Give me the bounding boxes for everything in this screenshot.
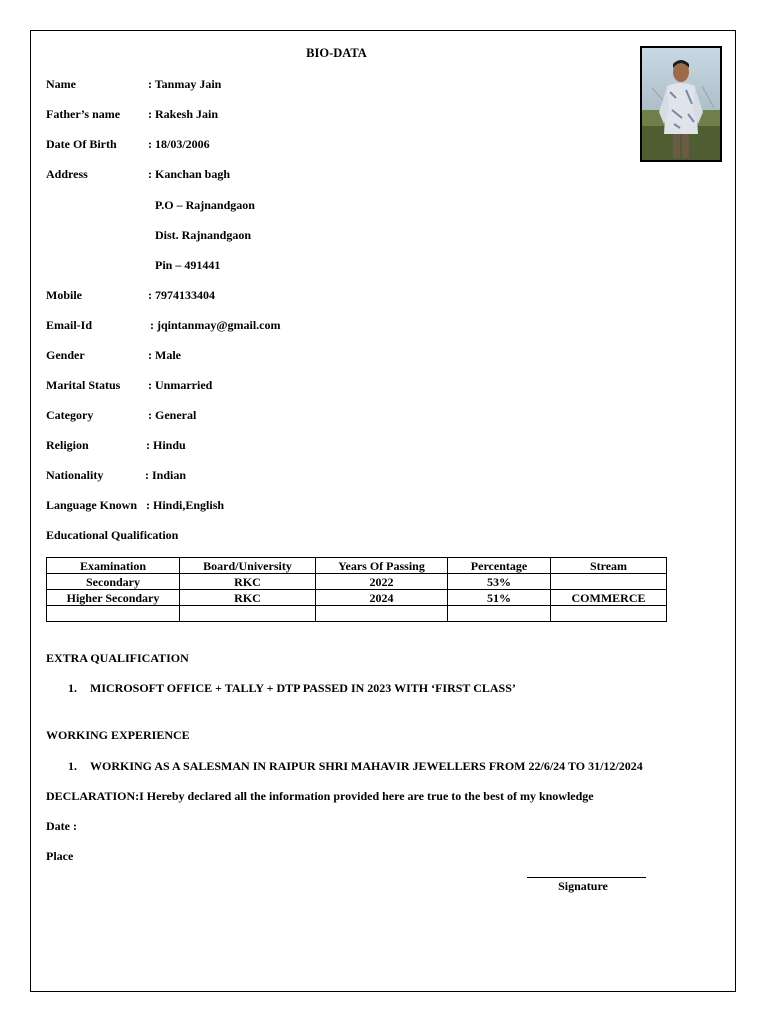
field-value: : Kanchan bagh: [148, 167, 231, 181]
field-value: : 7974133404: [148, 288, 215, 302]
table-row: [47, 606, 667, 622]
field-label: Marital Status: [46, 378, 121, 392]
column-header: Percentage: [448, 558, 551, 574]
table-cell: Secondary: [47, 574, 180, 590]
signature-label: Signature: [558, 879, 608, 893]
column-header: Board/University: [180, 558, 316, 574]
table-cell: 2022: [316, 574, 448, 590]
profile-photo: [640, 46, 722, 162]
date-label: Date :: [46, 819, 77, 833]
column-header: Years Of Passing: [316, 558, 448, 574]
list-item: MICROSOFT OFFICE + TALLY + DTP PASSED IN 2023 WITH ‘FIRST CLASS’: [90, 681, 516, 695]
table-cell: 51%: [448, 590, 551, 606]
field-value: : Hindi,English: [146, 498, 225, 512]
field-value: : Hindu: [146, 438, 186, 452]
field-value: : 18/03/2006: [148, 137, 210, 151]
table-cell: [316, 606, 448, 622]
list-item: WORKING AS A SALESMAN IN RAIPUR SHRI MAHAVIR JEWELLERS FROM 22/6/24 TO 31/12/2024: [90, 759, 643, 773]
field-value: : Male: [148, 348, 181, 362]
field-label: Email-Id: [46, 318, 93, 332]
table-cell: [551, 606, 667, 622]
table-cell: [47, 606, 180, 622]
table-cell: 2024: [316, 590, 448, 606]
list-item-number: 1.: [68, 681, 77, 695]
education-table: [46, 557, 667, 622]
signature-line: [527, 877, 646, 878]
table-cell: [448, 606, 551, 622]
field-label: Category: [46, 408, 94, 422]
table-cell: 53%: [448, 574, 551, 590]
field-label: Religion: [46, 438, 89, 452]
declaration-text: DECLARATION:I Hereby declared all the information provided here are true to the best of my knowledge: [46, 789, 594, 803]
table-cell: RKC: [180, 590, 316, 606]
table-cell: Higher Secondary: [47, 590, 180, 606]
person-photo-icon: [642, 48, 720, 160]
table-row: [47, 590, 667, 606]
field-value: : jqintanmay@gmail.com: [150, 318, 281, 332]
field-label: Gender: [46, 348, 85, 362]
address-line: Dist. Rajnandgaon: [155, 228, 252, 242]
education-heading: Educational Qualification: [46, 528, 179, 542]
table-cell: [180, 606, 316, 622]
field-value: : Indian: [145, 468, 187, 482]
address-line: P.O – Rajnandgaon: [155, 198, 255, 212]
field-value: : Tanmay Jain: [148, 77, 222, 91]
list-item-number: 1.: [68, 759, 77, 773]
extra-qualification-heading: EXTRA QUALIFICATION: [46, 651, 189, 665]
working-experience-heading: WORKING EXPERIENCE: [46, 728, 190, 742]
place-label: Place: [46, 849, 74, 863]
table-cell: [551, 574, 667, 590]
field-label: Date Of Birth: [46, 137, 117, 151]
table-header-row: [47, 558, 667, 574]
table-cell: RKC: [180, 574, 316, 590]
field-label: Address: [46, 167, 88, 181]
table-row: [47, 574, 667, 590]
column-header: Examination: [47, 558, 180, 574]
table-cell: COMMERCE: [551, 590, 667, 606]
field-value: : Unmarried: [148, 378, 213, 392]
column-header: Stream: [551, 558, 667, 574]
field-label: Father’s name: [46, 107, 121, 121]
field-value: : Rakesh Jain: [148, 107, 219, 121]
field-value: : General: [148, 408, 197, 422]
field-label: Language Known: [46, 498, 138, 512]
field-label: Mobile: [46, 288, 82, 302]
field-label: Nationality: [46, 468, 104, 482]
address-line: Pin – 491441: [155, 258, 221, 272]
document-title: BIO-DATA: [306, 46, 367, 60]
field-label: Name: [46, 77, 76, 91]
